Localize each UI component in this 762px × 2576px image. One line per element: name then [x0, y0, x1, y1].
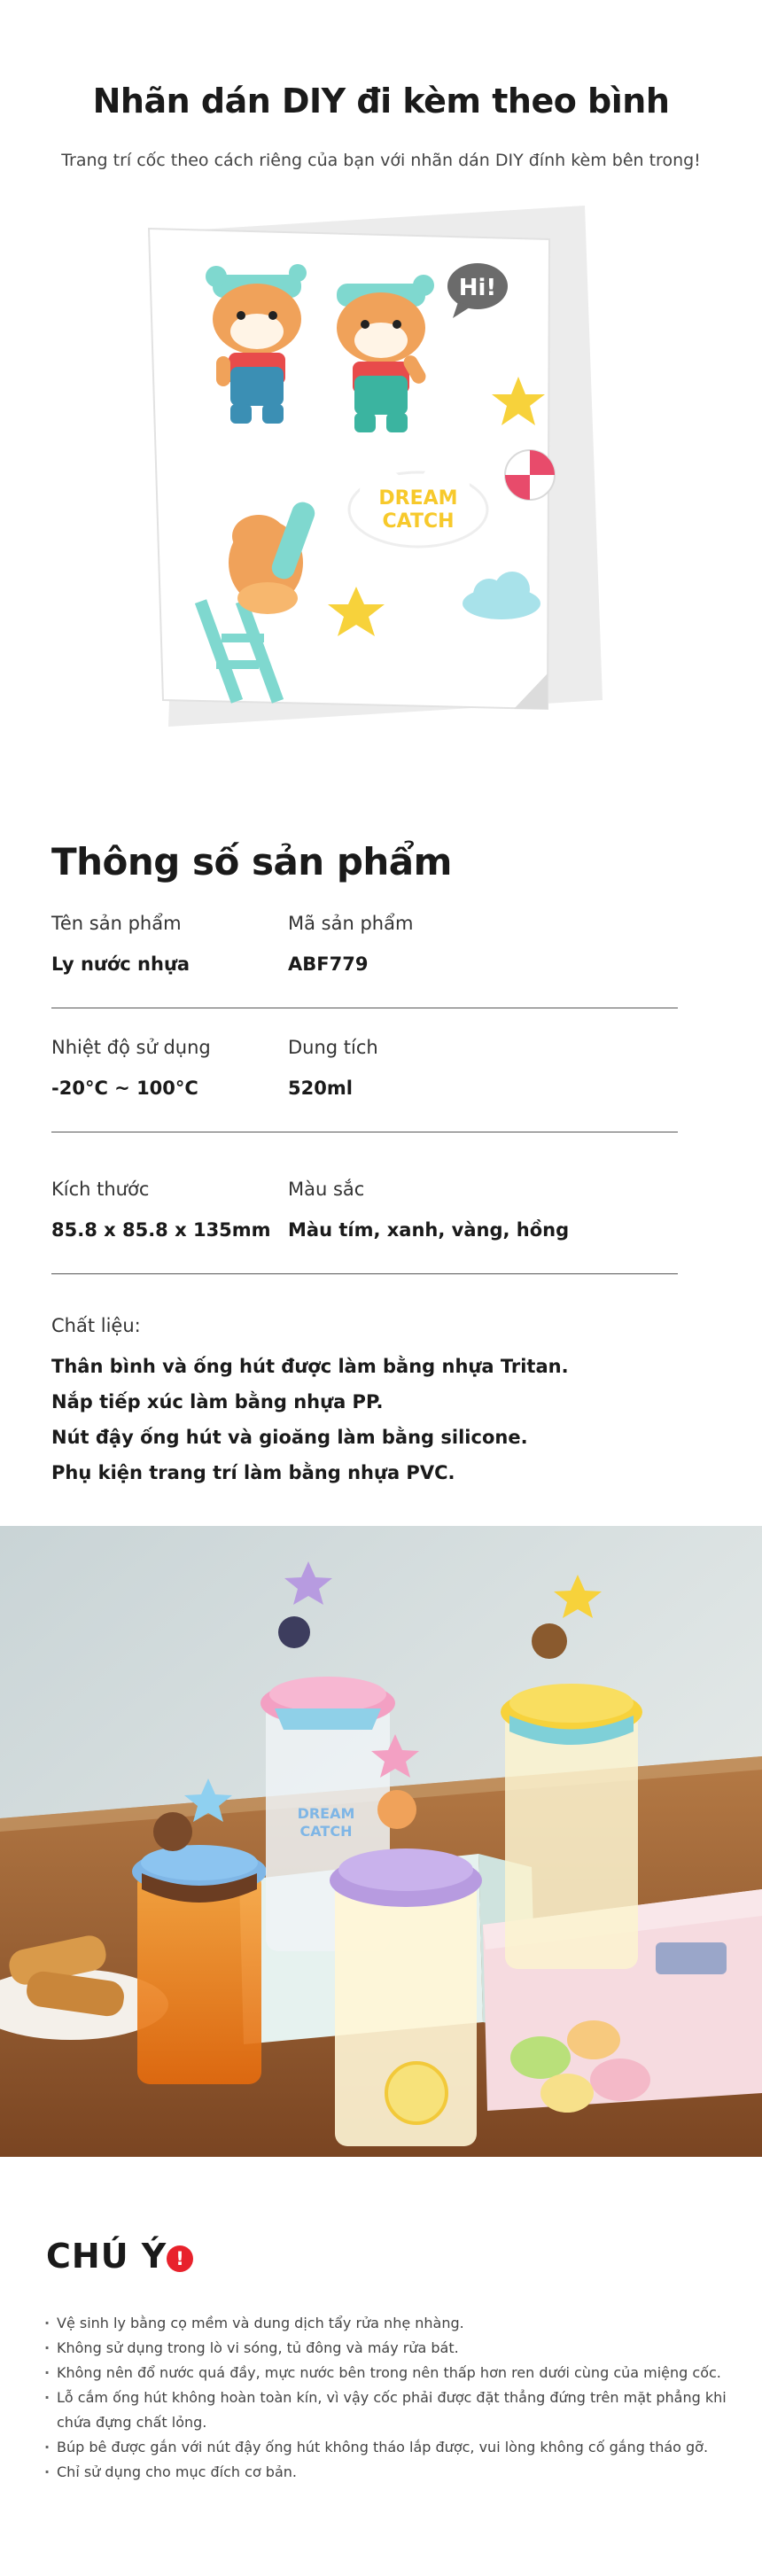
spec-row-2 [51, 1037, 678, 1132]
spec-value: Màu tím, xanh, vàng, hồng [288, 1219, 570, 1241]
spec-label: Dung tích [288, 1037, 378, 1058]
spec-value: ABF779 [288, 953, 369, 975]
note-item: · Không nên đổ nước quá đầy, mực nước bên trong nên thấp hơn ren dưới cùng của miệng cốc. [44, 2361, 735, 2385]
spec-row-3 [51, 1179, 678, 1274]
spec-label: Mã sản phẩm [288, 913, 414, 934]
spec-capacity [288, 1037, 378, 1099]
spec-value: 520ml [288, 1078, 353, 1099]
cup-logo-line2: CATCH [299, 1823, 353, 1840]
note-item: · Vệ sinh ly bằng cọ mềm và dung dịch tẩy rửa nhẹ nhàng. [44, 2311, 735, 2336]
note-item: · Không sử dụng trong lò vi sóng, tủ đông và máy rửa bát. [44, 2336, 735, 2361]
spec-value: Ly nước nhựa [51, 953, 190, 975]
cup-logo-line1: DREAM [297, 1805, 355, 1822]
sticker-logo-line2: CATCH [382, 510, 455, 533]
box-print-elephant [656, 1942, 727, 1974]
spec-dimensions [51, 1179, 271, 1241]
spec-label: Kích thước [51, 1179, 150, 1200]
sticker-section-title: Nhãn dán DIY đi kèm theo bình [92, 82, 670, 121]
notes-list [44, 2311, 735, 2485]
spec-label: Màu sắc [288, 1179, 365, 1200]
material-line: Nắp tiếp xúc làm bằng nhựa PP. [51, 1391, 384, 1413]
spec-product-code [288, 913, 413, 975]
note-item: · Chỉ sử dụng cho mục đích cơ bản. [44, 2460, 735, 2485]
material-lines [51, 1349, 569, 1490]
sticker-sheet-illustration [133, 204, 629, 744]
sticker-section-subtitle: Trang trí cốc theo cách riêng của bạn với nhãn dán DIY đính kèm bên trong! [61, 151, 701, 170]
hi-bubble-text: Hi! [458, 275, 497, 301]
spec-colors [288, 1179, 569, 1241]
lemon-slice [386, 2063, 447, 2123]
material-line: Thân bình và ống hút được làm bằng nhựa Tritan. [51, 1356, 569, 1377]
material-line: Phụ kiện trang trí làm bằng nhựa PVC. [51, 1462, 455, 1483]
sticker-logo-line1: DREAM [378, 487, 458, 510]
note-item: · Búp bê được gắn với nút đậy ống hút không tháo lắp được, vui lòng không cố gắng tháo gỡ. [44, 2435, 735, 2460]
spec-value: -20°C ~ 100°C [51, 1078, 198, 1099]
warning-icon: ! [167, 2245, 193, 2272]
notes-title: CHÚ Ý [46, 2237, 167, 2276]
note-item: · Lỗ cắm ống hút không hoàn toàn kín, vì vậy cốc phải được đặt thẳng đứng trên mặt phẳng khi chứa đựng chất lỏng. [44, 2385, 735, 2435]
spec-label: Nhiệt độ sử dụng [51, 1037, 211, 1058]
spec-value: 85.8 x 85.8 x 135mm [51, 1219, 271, 1241]
specs-title: Thông số sản phẩm [51, 840, 452, 883]
beach-ball-sticker [505, 450, 555, 500]
spec-temperature [51, 1037, 211, 1099]
material-label: Chất liệu: [51, 1315, 141, 1336]
spec-product-name [51, 913, 190, 975]
material-line: Nút đậy ống hút và gioăng làm bằng silicone. [51, 1427, 528, 1448]
cup-doll [153, 1812, 192, 1851]
product-photo [0, 1526, 762, 2157]
spec-label: Tên sản phẩm [51, 913, 182, 934]
spec-row-1 [51, 913, 678, 1008]
